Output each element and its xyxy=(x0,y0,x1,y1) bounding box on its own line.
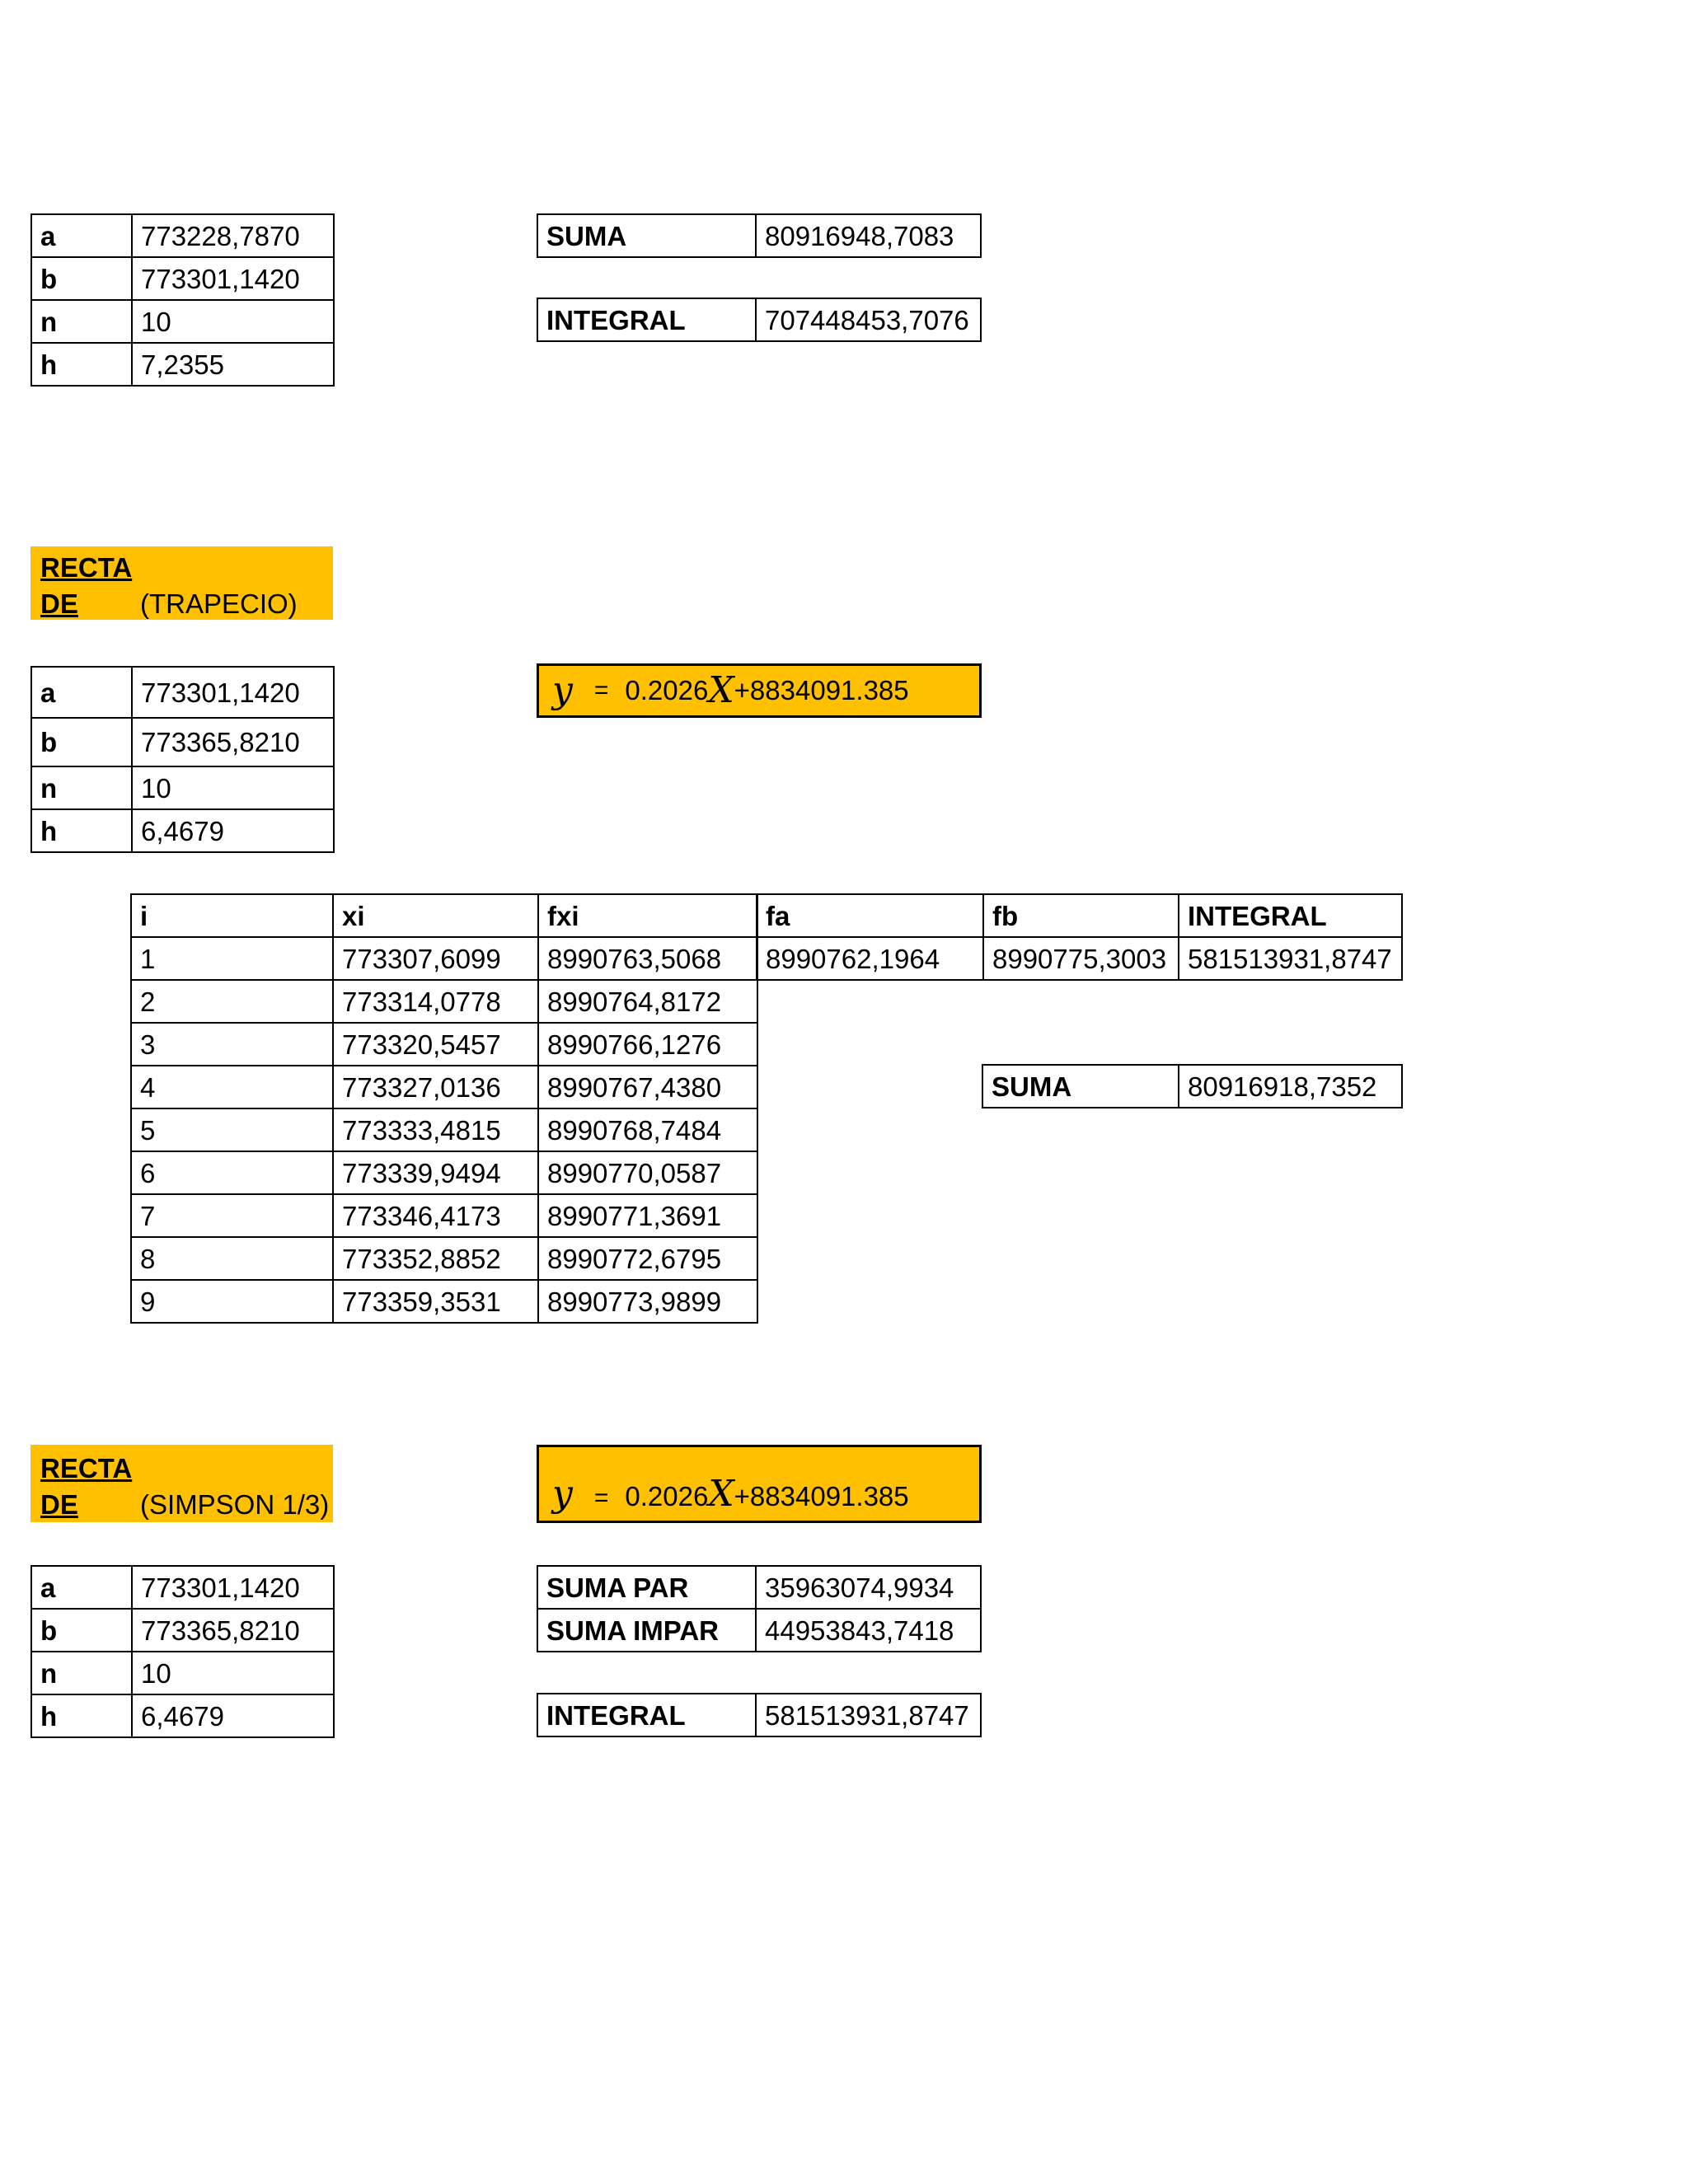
param-value: 6,4679 xyxy=(132,1694,334,1737)
equation-x: X xyxy=(708,669,734,711)
integral-value: 581513931,8747 xyxy=(1179,937,1402,980)
integral-value: 707448453,7076 xyxy=(756,298,981,341)
suma-par-label: SUMA PAR xyxy=(537,1566,756,1609)
param-value: 773301,1420 xyxy=(132,257,334,300)
param-label: a xyxy=(31,667,132,718)
cell-xi: 773333,4815 xyxy=(333,1108,538,1151)
cell-xi: 773339,9494 xyxy=(333,1151,538,1194)
fa-value: 8990762,1964 xyxy=(757,937,983,980)
simpson-title xyxy=(30,1445,333,1522)
param-label: h xyxy=(31,343,132,386)
params-table-simpson xyxy=(30,1565,335,1738)
param-row-a xyxy=(31,214,334,257)
cell-i: 2 xyxy=(131,980,333,1023)
title-line1: RECTA xyxy=(40,552,133,583)
suma-impar-value: 44953843,7418 xyxy=(756,1609,981,1652)
param-label: n xyxy=(31,300,132,343)
param-label: h xyxy=(31,809,132,852)
param-value: 10 xyxy=(132,766,334,809)
cell-xi: 773359,3531 xyxy=(333,1280,538,1323)
trapecio-title xyxy=(30,546,333,620)
equation-rest: +8834091.385 xyxy=(734,675,909,705)
cell-i: 6 xyxy=(131,1151,333,1194)
table-row xyxy=(131,1237,757,1280)
cell-fxi: 8990772,6795 xyxy=(538,1237,757,1280)
suma-value: 80916948,7083 xyxy=(756,214,981,257)
cell-i: 5 xyxy=(131,1108,333,1151)
suma-value: 80916918,7352 xyxy=(1179,1065,1402,1108)
column-header-fb: fb xyxy=(983,894,1179,937)
param-value: 773365,8210 xyxy=(132,1609,334,1652)
param-value: 7,2355 xyxy=(132,343,334,386)
param-row-h xyxy=(31,343,334,386)
table-row xyxy=(131,1194,757,1237)
param-value: 773301,1420 xyxy=(132,667,334,718)
suma-impar-label: SUMA IMPAR xyxy=(537,1609,756,1652)
equation-y: y xyxy=(552,669,573,711)
title-line2: DE xyxy=(40,1489,78,1520)
cell-xi: 773314,0778 xyxy=(333,980,538,1023)
param-label: a xyxy=(31,214,132,257)
cell-fxi: 8990763,5068 xyxy=(538,937,757,980)
title-subtitle: (SIMPSON 1/3) xyxy=(140,1489,330,1520)
table-row xyxy=(131,1108,757,1151)
cell-i: 9 xyxy=(131,1280,333,1323)
cell-fxi: 8990768,7484 xyxy=(538,1108,757,1151)
column-header-fa: fa xyxy=(757,894,983,937)
equation-rest: +8834091.385 xyxy=(734,1481,909,1511)
table-row xyxy=(131,937,757,980)
equation-y: y xyxy=(552,1473,573,1515)
column-header-xi: xi xyxy=(333,894,538,937)
title-line1: RECTA xyxy=(40,1453,133,1483)
cell-i: 4 xyxy=(131,1066,333,1108)
integral-label: INTEGRAL xyxy=(537,298,756,341)
table-row xyxy=(131,1151,757,1194)
cell-fxi: 8990770,0587 xyxy=(538,1151,757,1194)
cell-xi: 773327,0136 xyxy=(333,1066,538,1108)
column-header-integral: INTEGRAL xyxy=(1179,894,1402,937)
trapecio-results-table xyxy=(756,893,1403,981)
cell-fxi: 8990767,4380 xyxy=(538,1066,757,1108)
param-row-b xyxy=(31,257,334,300)
title-line2: DE xyxy=(40,588,78,619)
params-table-trapecio xyxy=(30,666,335,853)
integral-value: 581513931,8747 xyxy=(756,1694,981,1736)
equation-equals: = xyxy=(593,1484,609,1511)
param-value: 773365,8210 xyxy=(132,718,334,766)
table-row xyxy=(757,937,1402,980)
param-label: a xyxy=(31,1566,132,1609)
param-value: 10 xyxy=(132,300,334,343)
cell-i: 8 xyxy=(131,1237,333,1280)
table-row xyxy=(131,1023,757,1066)
suma-par-value: 35963074,9934 xyxy=(756,1566,981,1609)
param-value: 773228,7870 xyxy=(132,214,334,257)
param-label: h xyxy=(31,1694,132,1737)
fb-value: 8990775,3003 xyxy=(983,937,1179,980)
title-subtitle: (TRAPECIO) xyxy=(140,588,298,619)
cell-i: 1 xyxy=(131,937,333,980)
suma-table-1 xyxy=(537,213,982,258)
cell-fxi: 8990764,8172 xyxy=(538,980,757,1023)
params-table-1 xyxy=(30,213,335,387)
simpson-equation xyxy=(537,1445,982,1523)
cell-fxi: 8990766,1276 xyxy=(538,1023,757,1066)
integral-label: INTEGRAL xyxy=(537,1694,756,1736)
table-row xyxy=(131,1280,757,1323)
suma-table-trapecio xyxy=(982,1064,1403,1108)
param-label: b xyxy=(31,257,132,300)
trapecio-equation xyxy=(537,663,982,718)
param-label: n xyxy=(31,1652,132,1694)
cell-xi: 773307,6099 xyxy=(333,937,538,980)
cell-xi: 773320,5457 xyxy=(333,1023,538,1066)
suma-par-impar-table xyxy=(537,1565,982,1652)
table-header-row xyxy=(131,894,757,937)
param-value: 6,4679 xyxy=(132,809,334,852)
table-row xyxy=(131,980,757,1023)
column-header-fxi: fxi xyxy=(538,894,757,937)
cell-i: 7 xyxy=(131,1194,333,1237)
param-row-n xyxy=(31,300,334,343)
param-label: b xyxy=(31,718,132,766)
cell-xi: 773352,8852 xyxy=(333,1237,538,1280)
cell-fxi: 8990773,9899 xyxy=(538,1280,757,1323)
suma-label: SUMA xyxy=(537,214,756,257)
param-label: b xyxy=(31,1609,132,1652)
param-label: n xyxy=(31,766,132,809)
column-header-i: i xyxy=(131,894,333,937)
integral-table-simpson xyxy=(537,1693,982,1737)
cell-xi: 773346,4173 xyxy=(333,1194,538,1237)
equation-x: X xyxy=(708,1473,734,1515)
cell-i: 3 xyxy=(131,1023,333,1066)
equation-coef: 0.2026 xyxy=(625,675,709,705)
equation-coef: 0.2026 xyxy=(625,1481,709,1511)
trapecio-data-table xyxy=(130,893,758,1324)
suma-label: SUMA xyxy=(982,1065,1179,1108)
table-row xyxy=(131,1066,757,1108)
param-value: 773301,1420 xyxy=(132,1566,334,1609)
equation-equals: = xyxy=(593,677,609,704)
integral-table-1 xyxy=(537,298,982,342)
param-value: 10 xyxy=(132,1652,334,1694)
table-header-row xyxy=(757,894,1402,937)
cell-fxi: 8990771,3691 xyxy=(538,1194,757,1237)
